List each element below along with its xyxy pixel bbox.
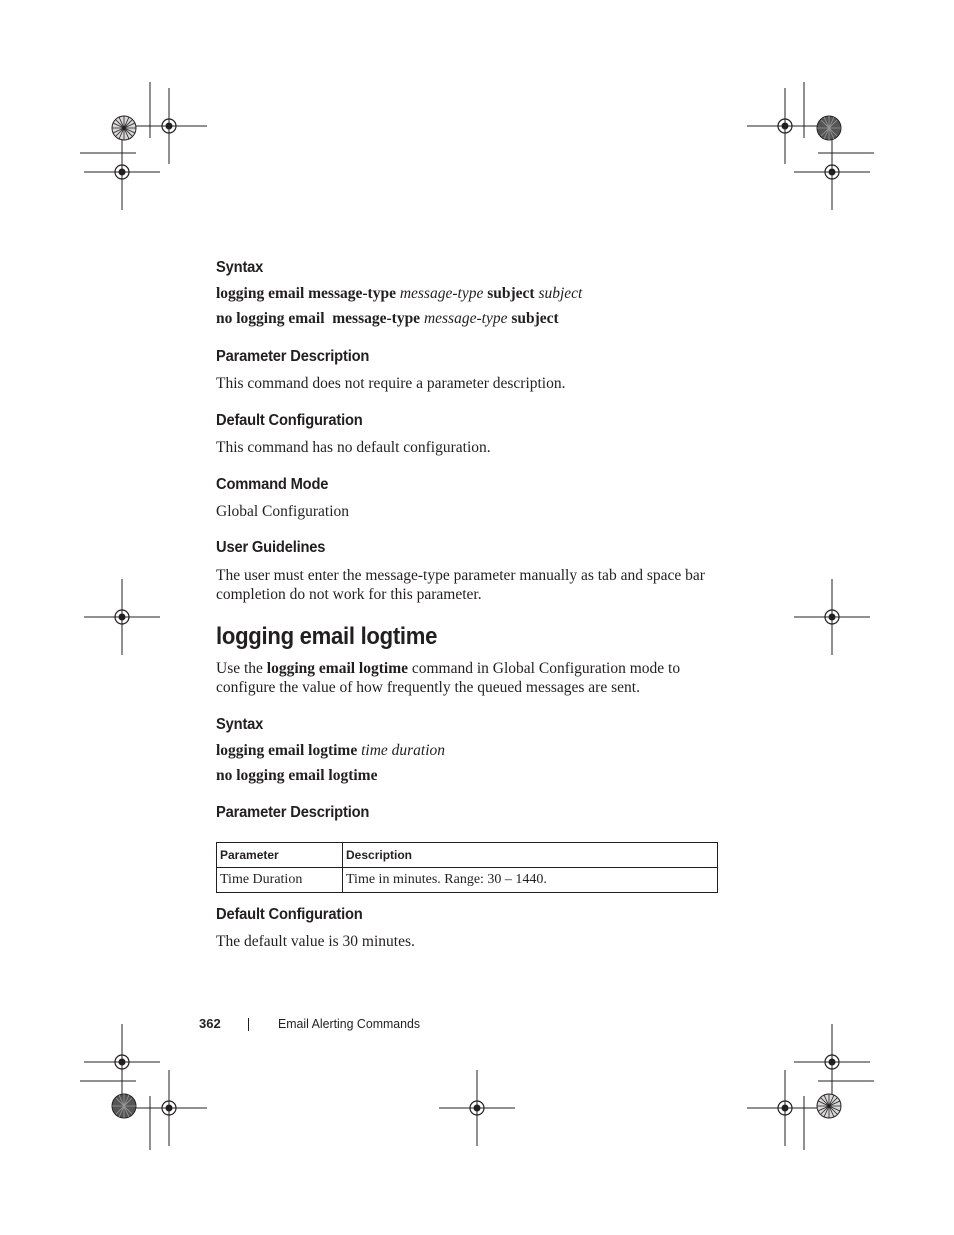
default-configuration-text: This command has no default configuration. — [216, 439, 491, 456]
syntax-keyword: subject — [487, 285, 535, 302]
default-configuration-text: The default value is 30 minutes. — [216, 933, 415, 950]
star-target-icon — [112, 1094, 136, 1118]
syntax-heading: Syntax — [216, 259, 264, 276]
parameter-table — [216, 842, 718, 893]
registration-crosshair-icon — [131, 1070, 207, 1146]
registration-crosshair-icon — [84, 579, 160, 655]
syntax-argument: subject — [538, 285, 583, 302]
command-mode-text: Global Configuration — [216, 503, 350, 520]
page-number: 362 — [199, 1016, 221, 1031]
syntax-argument: time duration — [361, 742, 446, 759]
registration-crosshair-icon — [747, 88, 823, 164]
intro-command: logging email logtime — [266, 660, 408, 677]
trim-lines — [80, 82, 874, 1150]
star-target-icon — [817, 1094, 841, 1118]
default-configuration-heading: Default Configuration — [216, 906, 363, 923]
syntax-no-line — [216, 310, 559, 328]
syntax-command: no logging email message-type — [216, 310, 421, 327]
registration-crosshair-icon — [84, 134, 160, 210]
parameter-description-heading: Parameter Description — [216, 348, 370, 365]
syntax-argument: message-type — [423, 310, 508, 327]
syntax-heading: Syntax — [216, 716, 264, 733]
syntax-command: logging email logtime — [216, 742, 358, 759]
syntax-line — [216, 742, 445, 760]
syntax-no-line: no logging email logtime — [216, 767, 378, 784]
command-mode-heading: Command Mode — [216, 476, 329, 493]
table-header-cell: Parameter — [217, 843, 343, 868]
table-cell: Time Duration — [217, 868, 343, 893]
command-title: logging email logtime — [216, 623, 438, 650]
syntax-keyword: subject — [511, 310, 559, 327]
table-cell: Time in minutes. Range: 30 – 1440. — [343, 868, 718, 893]
registration-crosshair-icon — [131, 88, 207, 164]
parameter-description-heading: Parameter Description — [216, 804, 370, 821]
default-configuration-heading: Default Configuration — [216, 412, 363, 429]
registration-crosshair-icon — [794, 579, 870, 655]
user-guidelines-text: The user must enter the message-type parameter manually as tab and space bar completion do not work for this parameter. — [216, 567, 705, 603]
registration-crosshair-icon — [794, 1024, 870, 1100]
syntax-line — [216, 285, 582, 303]
table-row — [217, 868, 718, 893]
user-guidelines-heading: User Guidelines — [216, 539, 326, 556]
registration-crosshair-icon — [794, 134, 870, 210]
syntax-argument: message-type — [399, 285, 484, 302]
intro-text: Use the — [216, 660, 267, 677]
star-target-icon — [112, 116, 136, 140]
registration-crosshair-icon — [747, 1070, 823, 1146]
star-target-icon — [817, 116, 841, 140]
table-header-cell: Description — [343, 843, 718, 868]
intro-text: command in Global Configuration mode to configure the value of how frequently the queued messages are sent. — [216, 660, 681, 696]
command-intro — [216, 659, 711, 697]
footer-separator — [248, 1018, 249, 1031]
registration-crosshair-icon — [439, 1070, 515, 1146]
parameter-description-text: This command does not require a parameter description. — [216, 375, 566, 392]
syntax-command: logging email message-type — [216, 285, 396, 302]
footer-chapter-title: Email Alerting Commands — [278, 1016, 421, 1031]
table-header-row — [217, 843, 718, 868]
registration-crosshair-icon — [84, 1024, 160, 1100]
